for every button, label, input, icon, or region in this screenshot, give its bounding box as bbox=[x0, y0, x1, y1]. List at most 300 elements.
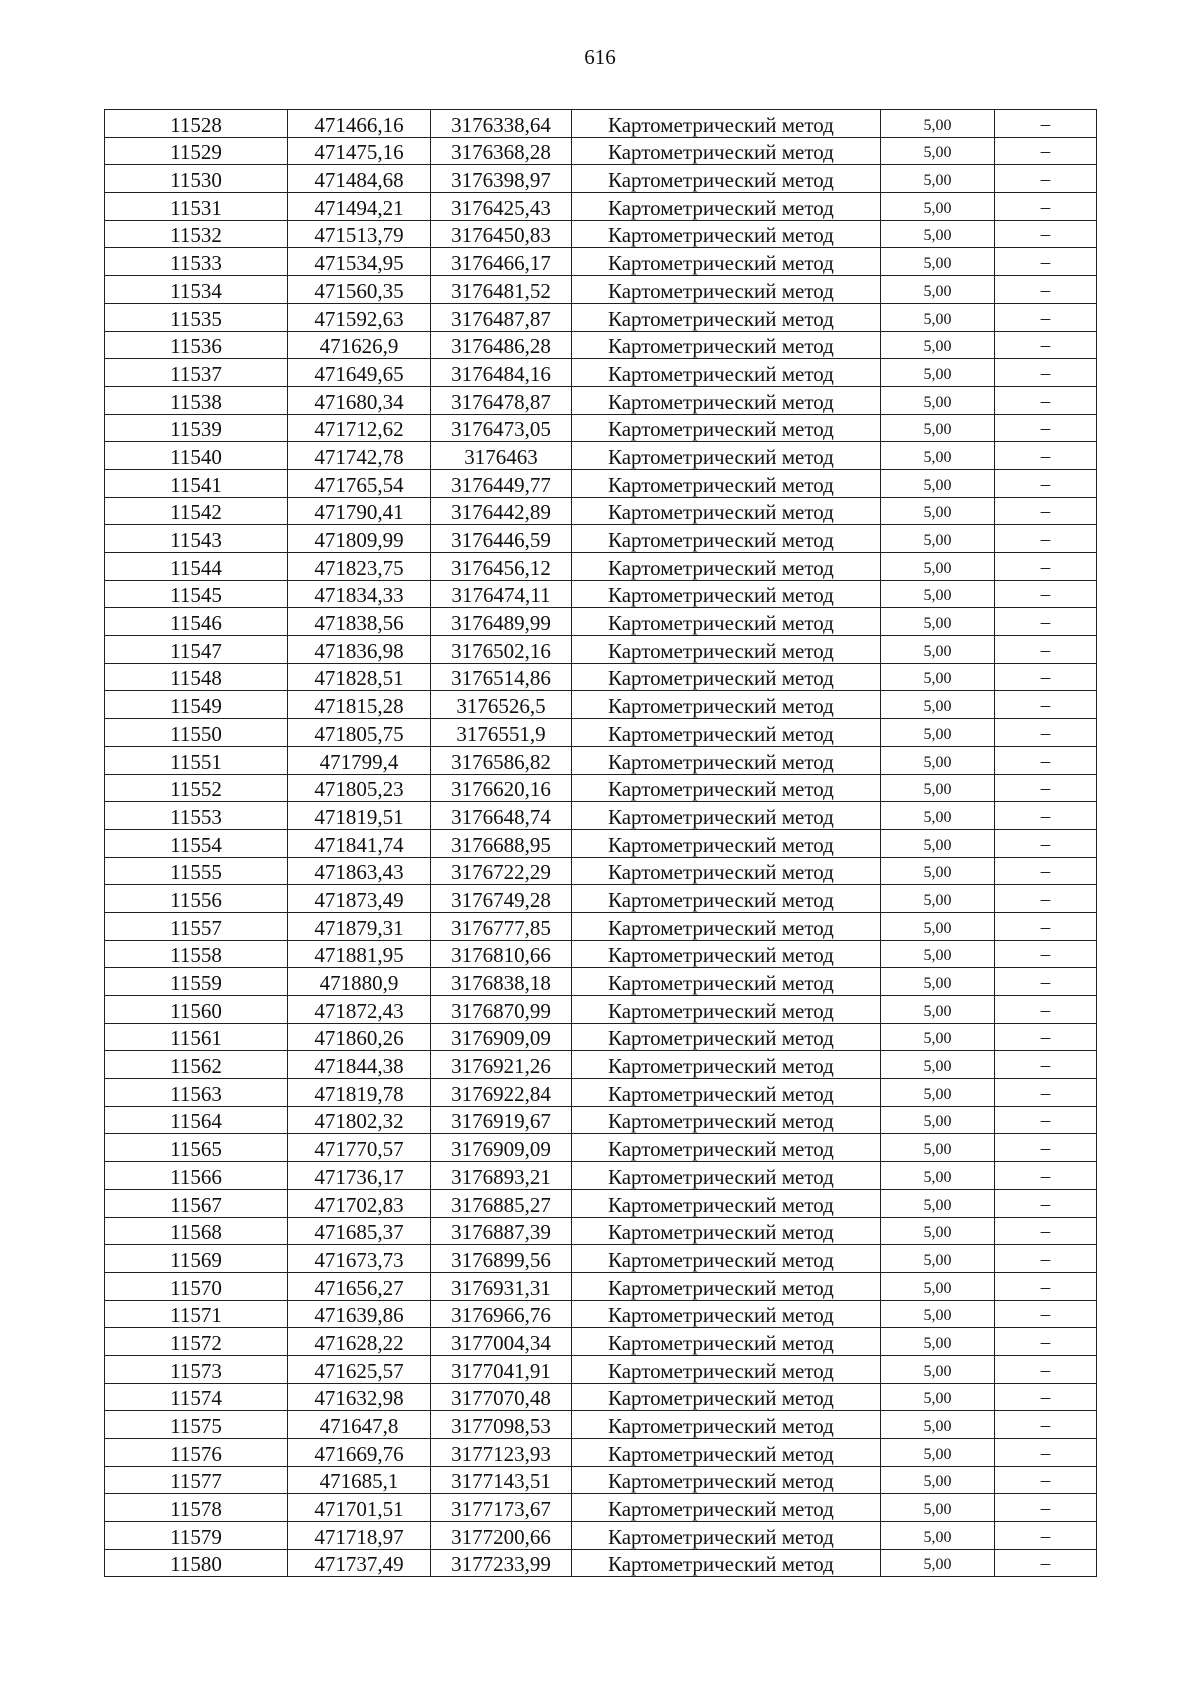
accuracy-cell: 5,00 bbox=[881, 940, 995, 968]
method-cell: Картометрический метод bbox=[572, 386, 881, 414]
y-coordinate-cell: 3176620,16 bbox=[431, 774, 572, 802]
table-row bbox=[105, 1466, 1097, 1494]
x-coordinate-cell: 471802,32 bbox=[288, 1106, 431, 1134]
accuracy-cell: 5,00 bbox=[881, 912, 995, 940]
method-cell: Картометрический метод bbox=[572, 1189, 881, 1217]
table-row bbox=[105, 1411, 1097, 1439]
point-number-cell: 11565 bbox=[105, 1134, 288, 1162]
point-number-cell: 11575 bbox=[105, 1411, 288, 1439]
accuracy-cell: 5,00 bbox=[881, 442, 995, 470]
point-number-cell: 11541 bbox=[105, 469, 288, 497]
y-coordinate-cell: 3176338,64 bbox=[431, 110, 572, 138]
method-cell: Картометрический метод bbox=[572, 996, 881, 1024]
y-coordinate-cell: 3176514,86 bbox=[431, 663, 572, 691]
y-coordinate-cell: 3177070,48 bbox=[431, 1383, 572, 1411]
x-coordinate-cell: 471649,65 bbox=[288, 359, 431, 387]
method-cell: Картометрический метод bbox=[572, 912, 881, 940]
note-cell: – bbox=[995, 497, 1097, 525]
method-cell: Картометрический метод bbox=[572, 1106, 881, 1134]
x-coordinate-cell: 471513,79 bbox=[288, 220, 431, 248]
table-row bbox=[105, 110, 1097, 138]
table-row bbox=[105, 829, 1097, 857]
x-coordinate-cell: 471770,57 bbox=[288, 1134, 431, 1162]
table-row bbox=[105, 1106, 1097, 1134]
y-coordinate-cell: 3176456,12 bbox=[431, 553, 572, 581]
coordinates-table-body bbox=[105, 110, 1097, 1577]
note-cell: – bbox=[995, 802, 1097, 830]
note-cell: – bbox=[995, 774, 1097, 802]
table-row bbox=[105, 303, 1097, 331]
accuracy-cell: 5,00 bbox=[881, 386, 995, 414]
point-number-cell: 11539 bbox=[105, 414, 288, 442]
y-coordinate-cell: 3176749,28 bbox=[431, 885, 572, 913]
method-cell: Картометрический метод bbox=[572, 359, 881, 387]
y-coordinate-cell: 3176777,85 bbox=[431, 912, 572, 940]
y-coordinate-cell: 3177200,66 bbox=[431, 1522, 572, 1550]
x-coordinate-cell: 471673,73 bbox=[288, 1245, 431, 1273]
accuracy-cell: 5,00 bbox=[881, 248, 995, 276]
x-coordinate-cell: 471737,49 bbox=[288, 1549, 431, 1577]
table-row bbox=[105, 220, 1097, 248]
point-number-cell: 11573 bbox=[105, 1355, 288, 1383]
y-coordinate-cell: 3176909,09 bbox=[431, 1134, 572, 1162]
y-coordinate-cell: 3176486,28 bbox=[431, 331, 572, 359]
y-coordinate-cell: 3176838,18 bbox=[431, 968, 572, 996]
y-coordinate-cell: 3176551,9 bbox=[431, 719, 572, 747]
table-row bbox=[105, 857, 1097, 885]
x-coordinate-cell: 471718,97 bbox=[288, 1522, 431, 1550]
accuracy-cell: 5,00 bbox=[881, 165, 995, 193]
y-coordinate-cell: 3176466,17 bbox=[431, 248, 572, 276]
point-number-cell: 11542 bbox=[105, 497, 288, 525]
y-coordinate-cell: 3176921,26 bbox=[431, 1051, 572, 1079]
accuracy-cell: 5,00 bbox=[881, 636, 995, 664]
x-coordinate-cell: 471881,95 bbox=[288, 940, 431, 968]
method-cell: Картометрический метод bbox=[572, 1328, 881, 1356]
method-cell: Картометрический метод bbox=[572, 1272, 881, 1300]
method-cell: Картометрический метод bbox=[572, 220, 881, 248]
y-coordinate-cell: 3176487,87 bbox=[431, 303, 572, 331]
y-coordinate-cell: 3176442,89 bbox=[431, 497, 572, 525]
y-coordinate-cell: 3176446,59 bbox=[431, 525, 572, 553]
y-coordinate-cell: 3176919,67 bbox=[431, 1106, 572, 1134]
x-coordinate-cell: 471560,35 bbox=[288, 276, 431, 304]
accuracy-cell: 5,00 bbox=[881, 829, 995, 857]
table-row bbox=[105, 663, 1097, 691]
point-number-cell: 11528 bbox=[105, 110, 288, 138]
y-coordinate-cell: 3177004,34 bbox=[431, 1328, 572, 1356]
point-number-cell: 11536 bbox=[105, 331, 288, 359]
table-row bbox=[105, 469, 1097, 497]
note-cell: – bbox=[995, 885, 1097, 913]
x-coordinate-cell: 471872,43 bbox=[288, 996, 431, 1024]
page-number: 616 bbox=[584, 45, 616, 69]
table-row bbox=[105, 1245, 1097, 1273]
table-row bbox=[105, 553, 1097, 581]
table-row bbox=[105, 193, 1097, 221]
method-cell: Картометрический метод bbox=[572, 1439, 881, 1467]
point-number-cell: 11555 bbox=[105, 857, 288, 885]
table-row bbox=[105, 1439, 1097, 1467]
note-cell: – bbox=[995, 940, 1097, 968]
point-number-cell: 11553 bbox=[105, 802, 288, 830]
note-cell: – bbox=[995, 1439, 1097, 1467]
x-coordinate-cell: 471873,49 bbox=[288, 885, 431, 913]
x-coordinate-cell: 471592,63 bbox=[288, 303, 431, 331]
x-coordinate-cell: 471828,51 bbox=[288, 663, 431, 691]
table-row bbox=[105, 774, 1097, 802]
table-row bbox=[105, 636, 1097, 664]
accuracy-cell: 5,00 bbox=[881, 1522, 995, 1550]
x-coordinate-cell: 471819,51 bbox=[288, 802, 431, 830]
y-coordinate-cell: 3176368,28 bbox=[431, 137, 572, 165]
method-cell: Картометрический метод bbox=[572, 719, 881, 747]
note-cell: – bbox=[995, 1411, 1097, 1439]
point-number-cell: 11563 bbox=[105, 1079, 288, 1107]
x-coordinate-cell: 471838,56 bbox=[288, 608, 431, 636]
x-coordinate-cell: 471701,51 bbox=[288, 1494, 431, 1522]
table-row bbox=[105, 885, 1097, 913]
method-cell: Картометрический метод bbox=[572, 1549, 881, 1577]
table-row bbox=[105, 248, 1097, 276]
note-cell: – bbox=[995, 829, 1097, 857]
accuracy-cell: 5,00 bbox=[881, 580, 995, 608]
accuracy-cell: 5,00 bbox=[881, 1300, 995, 1328]
method-cell: Картометрический метод bbox=[572, 608, 881, 636]
table-row bbox=[105, 912, 1097, 940]
method-cell: Картометрический метод bbox=[572, 1245, 881, 1273]
x-coordinate-cell: 471809,99 bbox=[288, 525, 431, 553]
y-coordinate-cell: 3176463 bbox=[431, 442, 572, 470]
point-number-cell: 11537 bbox=[105, 359, 288, 387]
y-coordinate-cell: 3176489,99 bbox=[431, 608, 572, 636]
note-cell: – bbox=[995, 220, 1097, 248]
note-cell: – bbox=[995, 1494, 1097, 1522]
table-row bbox=[105, 1023, 1097, 1051]
accuracy-cell: 5,00 bbox=[881, 1189, 995, 1217]
method-cell: Картометрический метод bbox=[572, 1300, 881, 1328]
accuracy-cell: 5,00 bbox=[881, 1245, 995, 1273]
x-coordinate-cell: 471475,16 bbox=[288, 137, 431, 165]
point-number-cell: 11547 bbox=[105, 636, 288, 664]
table-row bbox=[105, 968, 1097, 996]
note-cell: – bbox=[995, 968, 1097, 996]
method-cell: Картометрический метод bbox=[572, 580, 881, 608]
y-coordinate-cell: 3176648,74 bbox=[431, 802, 572, 830]
x-coordinate-cell: 471863,43 bbox=[288, 857, 431, 885]
table-row bbox=[105, 497, 1097, 525]
method-cell: Картометрический метод bbox=[572, 829, 881, 857]
table-row bbox=[105, 1272, 1097, 1300]
accuracy-cell: 5,00 bbox=[881, 1411, 995, 1439]
point-number-cell: 11568 bbox=[105, 1217, 288, 1245]
table-row bbox=[105, 940, 1097, 968]
note-cell: – bbox=[995, 580, 1097, 608]
method-cell: Картометрический метод bbox=[572, 746, 881, 774]
note-cell: – bbox=[995, 1466, 1097, 1494]
point-number-cell: 11532 bbox=[105, 220, 288, 248]
table-row bbox=[105, 746, 1097, 774]
method-cell: Картометрический метод bbox=[572, 1355, 881, 1383]
method-cell: Картометрический метод bbox=[572, 1023, 881, 1051]
table-row bbox=[105, 1051, 1097, 1079]
point-number-cell: 11580 bbox=[105, 1549, 288, 1577]
accuracy-cell: 5,00 bbox=[881, 220, 995, 248]
method-cell: Картометрический метод bbox=[572, 774, 881, 802]
point-number-cell: 11535 bbox=[105, 303, 288, 331]
method-cell: Картометрический метод bbox=[572, 1383, 881, 1411]
method-cell: Картометрический метод bbox=[572, 663, 881, 691]
y-coordinate-cell: 3177123,93 bbox=[431, 1439, 572, 1467]
table-row bbox=[105, 386, 1097, 414]
y-coordinate-cell: 3177143,51 bbox=[431, 1466, 572, 1494]
point-number-cell: 11577 bbox=[105, 1466, 288, 1494]
x-coordinate-cell: 471799,4 bbox=[288, 746, 431, 774]
note-cell: – bbox=[995, 1328, 1097, 1356]
x-coordinate-cell: 471790,41 bbox=[288, 497, 431, 525]
method-cell: Картометрический метод bbox=[572, 691, 881, 719]
point-number-cell: 11576 bbox=[105, 1439, 288, 1467]
x-coordinate-cell: 471669,76 bbox=[288, 1439, 431, 1467]
y-coordinate-cell: 3176449,77 bbox=[431, 469, 572, 497]
method-cell: Картометрический метод bbox=[572, 248, 881, 276]
method-cell: Картометрический метод bbox=[572, 497, 881, 525]
y-coordinate-cell: 3176450,83 bbox=[431, 220, 572, 248]
accuracy-cell: 5,00 bbox=[881, 774, 995, 802]
table-row bbox=[105, 1494, 1097, 1522]
table-row bbox=[105, 691, 1097, 719]
point-number-cell: 11554 bbox=[105, 829, 288, 857]
point-number-cell: 11530 bbox=[105, 165, 288, 193]
x-coordinate-cell: 471685,1 bbox=[288, 1466, 431, 1494]
x-coordinate-cell: 471860,26 bbox=[288, 1023, 431, 1051]
y-coordinate-cell: 3176909,09 bbox=[431, 1023, 572, 1051]
table-row bbox=[105, 359, 1097, 387]
point-number-cell: 11579 bbox=[105, 1522, 288, 1550]
point-number-cell: 11557 bbox=[105, 912, 288, 940]
note-cell: – bbox=[995, 1272, 1097, 1300]
method-cell: Картометрический метод bbox=[572, 885, 881, 913]
accuracy-cell: 5,00 bbox=[881, 996, 995, 1024]
table-row bbox=[105, 719, 1097, 747]
x-coordinate-cell: 471639,86 bbox=[288, 1300, 431, 1328]
y-coordinate-cell: 3176502,16 bbox=[431, 636, 572, 664]
method-cell: Картометрический метод bbox=[572, 193, 881, 221]
method-cell: Картометрический метод bbox=[572, 469, 881, 497]
accuracy-cell: 5,00 bbox=[881, 525, 995, 553]
x-coordinate-cell: 471626,9 bbox=[288, 331, 431, 359]
point-number-cell: 11570 bbox=[105, 1272, 288, 1300]
method-cell: Картометрический метод bbox=[572, 940, 881, 968]
note-cell: – bbox=[995, 1549, 1097, 1577]
note-cell: – bbox=[995, 1051, 1097, 1079]
x-coordinate-cell: 471647,8 bbox=[288, 1411, 431, 1439]
table-row bbox=[105, 414, 1097, 442]
method-cell: Картометрический метод bbox=[572, 1494, 881, 1522]
accuracy-cell: 5,00 bbox=[881, 1134, 995, 1162]
x-coordinate-cell: 471765,54 bbox=[288, 469, 431, 497]
point-number-cell: 11549 bbox=[105, 691, 288, 719]
point-number-cell: 11543 bbox=[105, 525, 288, 553]
point-number-cell: 11564 bbox=[105, 1106, 288, 1134]
x-coordinate-cell: 471834,33 bbox=[288, 580, 431, 608]
y-coordinate-cell: 3176922,84 bbox=[431, 1079, 572, 1107]
table-row bbox=[105, 1162, 1097, 1190]
x-coordinate-cell: 471702,83 bbox=[288, 1189, 431, 1217]
y-coordinate-cell: 3176398,97 bbox=[431, 165, 572, 193]
y-coordinate-cell: 3176931,31 bbox=[431, 1272, 572, 1300]
x-coordinate-cell: 471625,57 bbox=[288, 1355, 431, 1383]
point-number-cell: 11559 bbox=[105, 968, 288, 996]
note-cell: – bbox=[995, 1355, 1097, 1383]
x-coordinate-cell: 471880,9 bbox=[288, 968, 431, 996]
x-coordinate-cell: 471534,95 bbox=[288, 248, 431, 276]
accuracy-cell: 5,00 bbox=[881, 1328, 995, 1356]
x-coordinate-cell: 471805,23 bbox=[288, 774, 431, 802]
table-row bbox=[105, 137, 1097, 165]
x-coordinate-cell: 471819,78 bbox=[288, 1079, 431, 1107]
note-cell: – bbox=[995, 1079, 1097, 1107]
point-number-cell: 11529 bbox=[105, 137, 288, 165]
note-cell: – bbox=[995, 414, 1097, 442]
accuracy-cell: 5,00 bbox=[881, 1106, 995, 1134]
y-coordinate-cell: 3176887,39 bbox=[431, 1217, 572, 1245]
point-number-cell: 11551 bbox=[105, 746, 288, 774]
method-cell: Картометрический метод bbox=[572, 553, 881, 581]
accuracy-cell: 5,00 bbox=[881, 193, 995, 221]
x-coordinate-cell: 471815,28 bbox=[288, 691, 431, 719]
x-coordinate-cell: 471823,75 bbox=[288, 553, 431, 581]
table-row bbox=[105, 580, 1097, 608]
table-row bbox=[105, 276, 1097, 304]
y-coordinate-cell: 3176810,66 bbox=[431, 940, 572, 968]
accuracy-cell: 5,00 bbox=[881, 1217, 995, 1245]
method-cell: Картометрический метод bbox=[572, 1411, 881, 1439]
coordinates-table bbox=[104, 109, 1097, 1577]
point-number-cell: 11545 bbox=[105, 580, 288, 608]
accuracy-cell: 5,00 bbox=[881, 469, 995, 497]
method-cell: Картометрический метод bbox=[572, 1079, 881, 1107]
note-cell: – bbox=[995, 636, 1097, 664]
accuracy-cell: 5,00 bbox=[881, 137, 995, 165]
accuracy-cell: 5,00 bbox=[881, 968, 995, 996]
method-cell: Картометрический метод bbox=[572, 968, 881, 996]
note-cell: – bbox=[995, 691, 1097, 719]
y-coordinate-cell: 3176425,43 bbox=[431, 193, 572, 221]
note-cell: – bbox=[995, 1522, 1097, 1550]
note-cell: – bbox=[995, 276, 1097, 304]
point-number-cell: 11574 bbox=[105, 1383, 288, 1411]
x-coordinate-cell: 471656,27 bbox=[288, 1272, 431, 1300]
note-cell: – bbox=[995, 469, 1097, 497]
table-row bbox=[105, 1522, 1097, 1550]
accuracy-cell: 5,00 bbox=[881, 1549, 995, 1577]
note-cell: – bbox=[995, 1217, 1097, 1245]
note-cell: – bbox=[995, 1300, 1097, 1328]
table-row bbox=[105, 1355, 1097, 1383]
x-coordinate-cell: 471632,98 bbox=[288, 1383, 431, 1411]
y-coordinate-cell: 3176966,76 bbox=[431, 1300, 572, 1328]
method-cell: Картометрический метод bbox=[572, 303, 881, 331]
accuracy-cell: 5,00 bbox=[881, 1355, 995, 1383]
point-number-cell: 11548 bbox=[105, 663, 288, 691]
y-coordinate-cell: 3177233,99 bbox=[431, 1549, 572, 1577]
note-cell: – bbox=[995, 857, 1097, 885]
point-number-cell: 11566 bbox=[105, 1162, 288, 1190]
y-coordinate-cell: 3176473,05 bbox=[431, 414, 572, 442]
accuracy-cell: 5,00 bbox=[881, 110, 995, 138]
method-cell: Картометрический метод bbox=[572, 331, 881, 359]
note-cell: – bbox=[995, 525, 1097, 553]
method-cell: Картометрический метод bbox=[572, 414, 881, 442]
note-cell: – bbox=[995, 912, 1097, 940]
table-row bbox=[105, 1134, 1097, 1162]
method-cell: Картометрический метод bbox=[572, 1162, 881, 1190]
point-number-cell: 11571 bbox=[105, 1300, 288, 1328]
method-cell: Картометрический метод bbox=[572, 1522, 881, 1550]
y-coordinate-cell: 3176893,21 bbox=[431, 1162, 572, 1190]
note-cell: – bbox=[995, 608, 1097, 636]
note-cell: – bbox=[995, 137, 1097, 165]
table-row bbox=[105, 1383, 1097, 1411]
y-coordinate-cell: 3176484,16 bbox=[431, 359, 572, 387]
table-row bbox=[105, 802, 1097, 830]
x-coordinate-cell: 471841,74 bbox=[288, 829, 431, 857]
point-number-cell: 11534 bbox=[105, 276, 288, 304]
accuracy-cell: 5,00 bbox=[881, 719, 995, 747]
accuracy-cell: 5,00 bbox=[881, 1023, 995, 1051]
accuracy-cell: 5,00 bbox=[881, 746, 995, 774]
y-coordinate-cell: 3176899,56 bbox=[431, 1245, 572, 1273]
note-cell: – bbox=[995, 331, 1097, 359]
accuracy-cell: 5,00 bbox=[881, 276, 995, 304]
point-number-cell: 11552 bbox=[105, 774, 288, 802]
note-cell: – bbox=[995, 165, 1097, 193]
point-number-cell: 11569 bbox=[105, 1245, 288, 1273]
point-number-cell: 11578 bbox=[105, 1494, 288, 1522]
method-cell: Картометрический метод bbox=[572, 636, 881, 664]
y-coordinate-cell: 3176481,52 bbox=[431, 276, 572, 304]
y-coordinate-cell: 3177173,67 bbox=[431, 1494, 572, 1522]
x-coordinate-cell: 471680,34 bbox=[288, 386, 431, 414]
note-cell: – bbox=[995, 746, 1097, 774]
method-cell: Картометрический метод bbox=[572, 442, 881, 470]
y-coordinate-cell: 3176586,82 bbox=[431, 746, 572, 774]
x-coordinate-cell: 471628,22 bbox=[288, 1328, 431, 1356]
accuracy-cell: 5,00 bbox=[881, 1466, 995, 1494]
x-coordinate-cell: 471736,17 bbox=[288, 1162, 431, 1190]
accuracy-cell: 5,00 bbox=[881, 1383, 995, 1411]
note-cell: – bbox=[995, 359, 1097, 387]
point-number-cell: 11538 bbox=[105, 386, 288, 414]
accuracy-cell: 5,00 bbox=[881, 1272, 995, 1300]
point-number-cell: 11556 bbox=[105, 885, 288, 913]
point-number-cell: 11561 bbox=[105, 1023, 288, 1051]
x-coordinate-cell: 471494,21 bbox=[288, 193, 431, 221]
method-cell: Картометрический метод bbox=[572, 1217, 881, 1245]
table-row bbox=[105, 996, 1097, 1024]
y-coordinate-cell: 3176885,27 bbox=[431, 1189, 572, 1217]
note-cell: – bbox=[995, 663, 1097, 691]
accuracy-cell: 5,00 bbox=[881, 857, 995, 885]
x-coordinate-cell: 471466,16 bbox=[288, 110, 431, 138]
method-cell: Картометрический метод bbox=[572, 1134, 881, 1162]
note-cell: – bbox=[995, 193, 1097, 221]
x-coordinate-cell: 471844,38 bbox=[288, 1051, 431, 1079]
note-cell: – bbox=[995, 1189, 1097, 1217]
y-coordinate-cell: 3176722,29 bbox=[431, 857, 572, 885]
method-cell: Картометрический метод bbox=[572, 1466, 881, 1494]
